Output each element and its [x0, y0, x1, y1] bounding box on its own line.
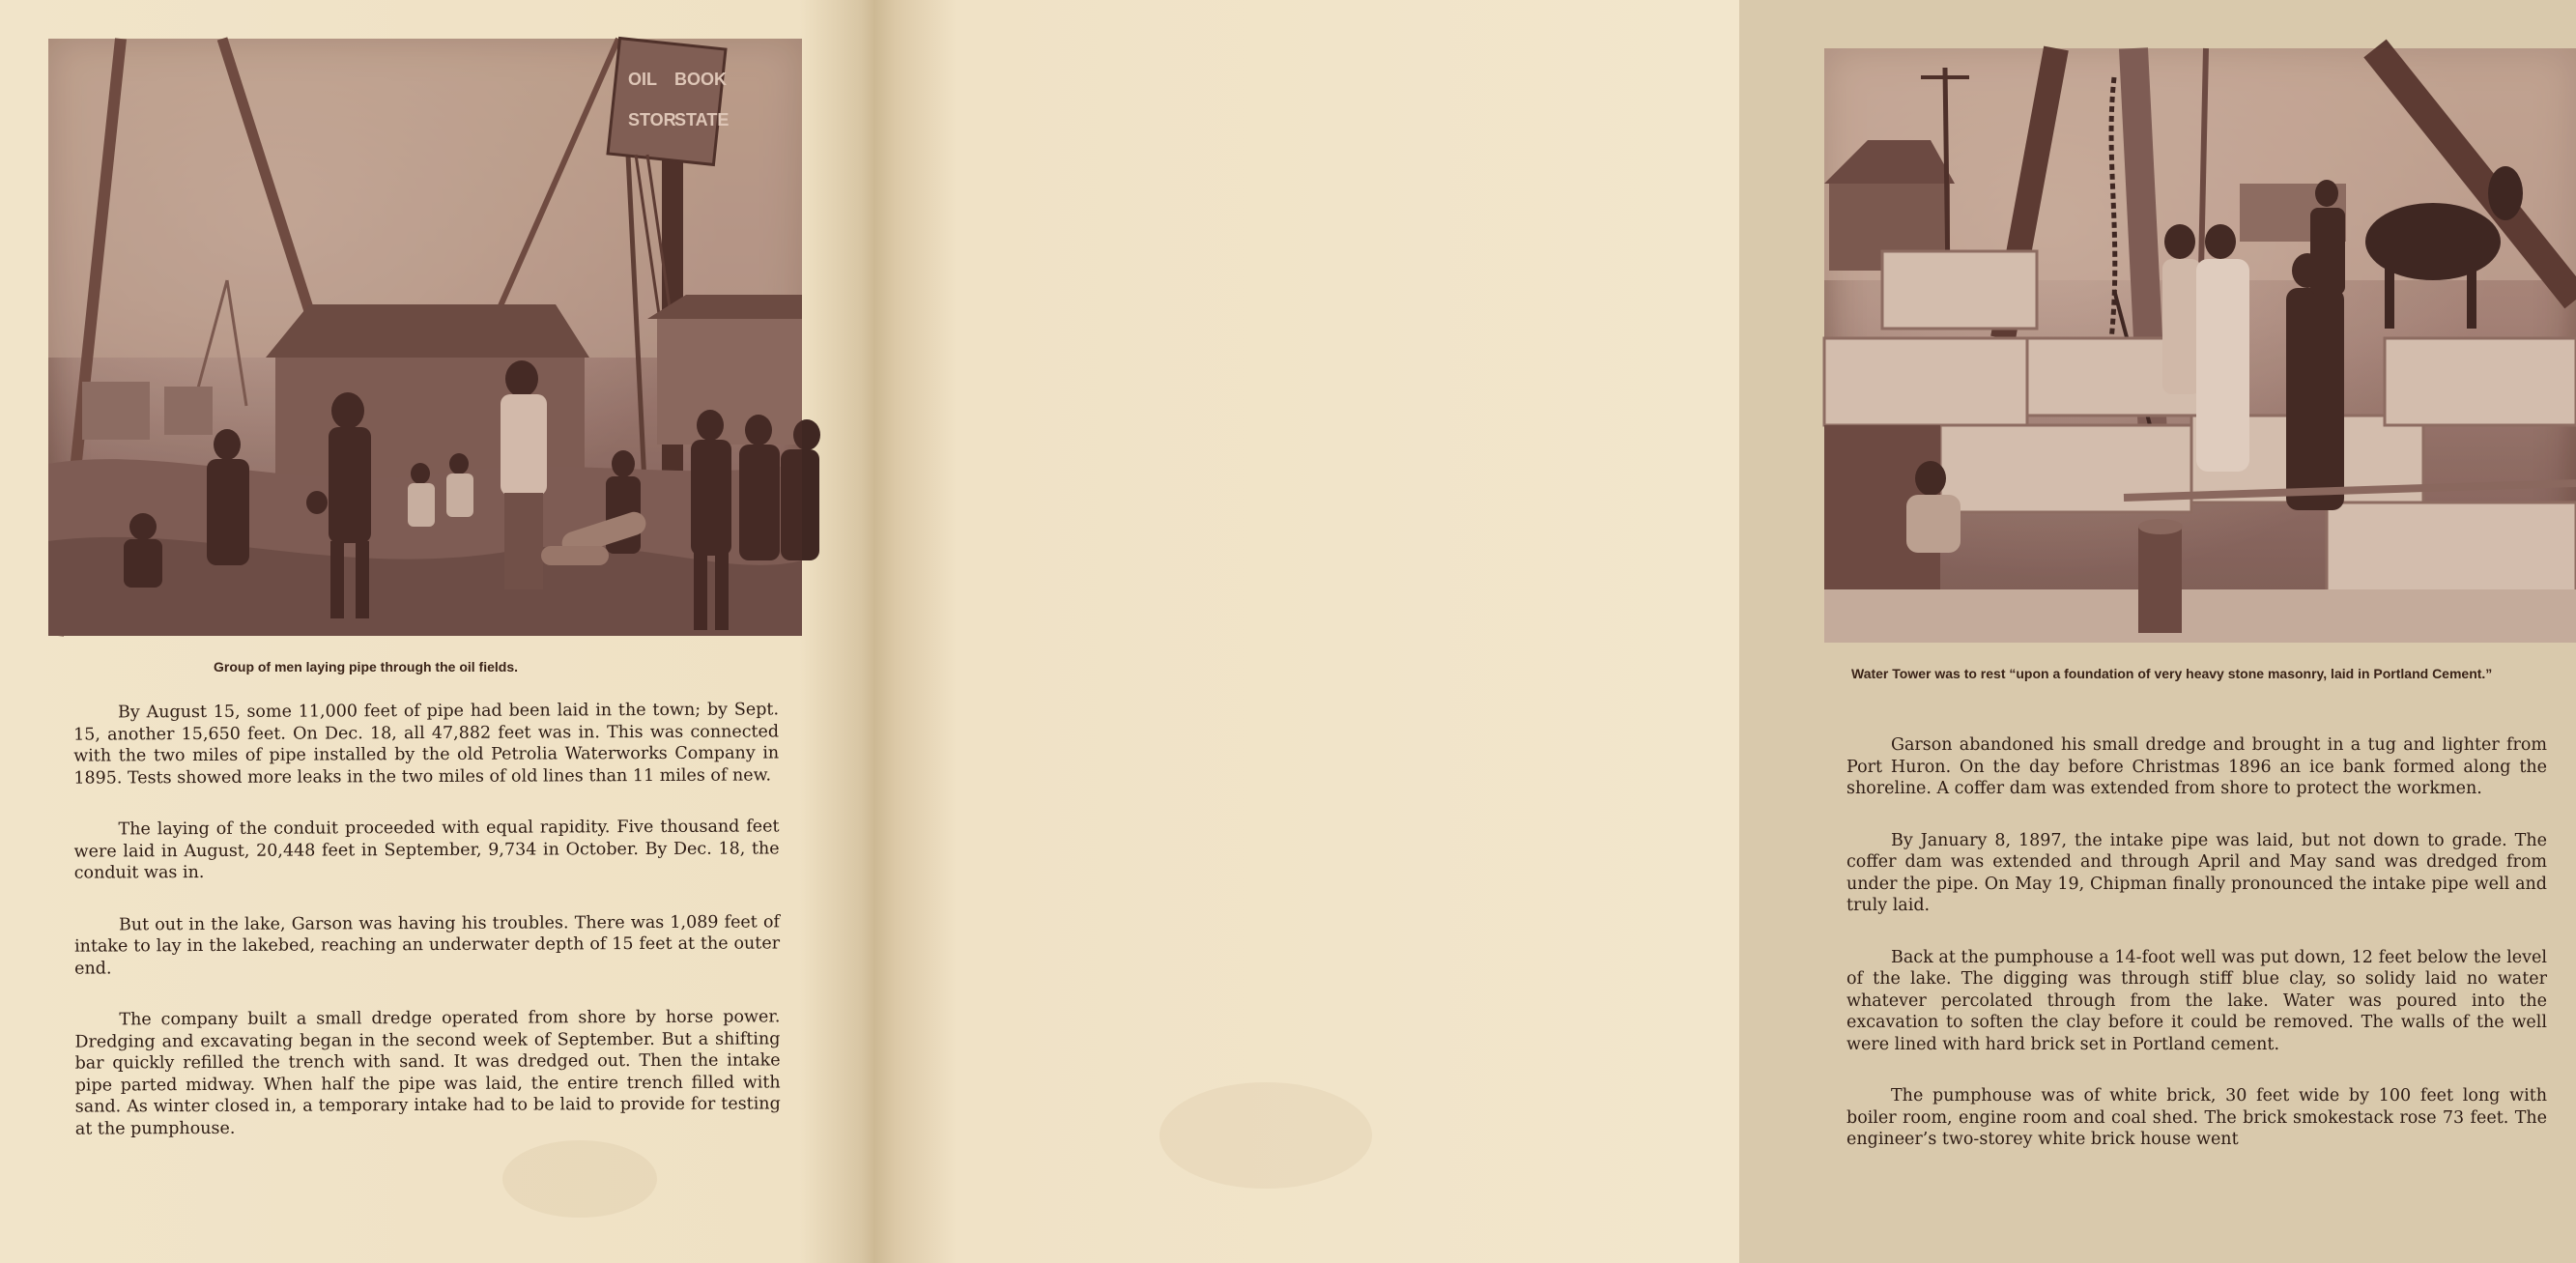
body-text: [73, 699, 781, 1169]
photo-caption: Group of men laying pipe through the oil fields.: [214, 659, 518, 675]
paragraph: But out in the lake, Garson was having his troubles. There was 1,089 feet of intake to lay in the lakebed, reaching an underwater depth of 15 feet at the outer end.: [74, 911, 781, 979]
photo-caption: Water Tower was to rest “upon a foundation of very heavy stone masonry, laid in Portland Cement.”: [1851, 666, 2493, 681]
photo-illustration: [48, 39, 802, 636]
oil-field-pipe-laying-photo: [48, 39, 802, 636]
water-tower-foundation-photo: [1824, 48, 2576, 643]
paragraph: By August 15, some 11,000 feet of pipe had been laid in the town; by Sept. 15, another 15,650 feet. On Dec. 18, all 47,882 feet was in. This was connected with the two miles of pipe installed by the old Petrolia Waterworks Company in 1895. Tests showed more leaks in the two miles of old lines than 11 miles of new.: [73, 700, 780, 789]
body-text: [1846, 734, 2547, 1181]
photo-illustration: [1824, 48, 2576, 643]
sign-text-4: STATE: [674, 110, 730, 129]
paragraph: The pumphouse was of white brick, 30 feet wide by 100 feet long with boiler room, engine room and coal shed. The brick smokestack rose 73 feet. The engineer’s two-storey white brick house went: [1846, 1086, 2547, 1149]
sign-text-1: OIL: [628, 70, 657, 89]
sign-text-3: STOR: [628, 110, 676, 129]
left-page: [0, 0, 870, 1263]
paragraph: The company built a small dredge operated from shore by horse power. Dredging and excavating began in the second week of September. But a shifting bar quickly refilled the trench with sand. It was dredged out. Then the intake pipe parted midway. When half the pipe was laid, the entire trench filled with sand. As winter closed in, a temporary intake had to be laid to provide for testing at the pumphouse.: [74, 1007, 781, 1139]
paragraph: The laying of the conduit proceeded with equal rapidity. Five thousand feet were laid in August, 20,448 feet in September, 9,734 in October. By Dec. 18, the conduit was in.: [73, 817, 780, 883]
paragraph: By January 8, 1897, the intake pipe was laid, but not down to grade. The coffer dam was extended and through April and May sand was dredged from under the pipe. On May 19, Chipman finally pronounced the intake pipe well and truly laid.: [1846, 830, 2547, 915]
paragraph: Garson abandoned his small dredge and brought in a tug and lighter from Port Huron. On the day before Christmas 1896 an ice bank formed along the shoreline. A coffer dam was extended from shore to protect the workmen.: [1846, 735, 2547, 798]
paragraph: Back at the pumphouse a 14-foot well was put down, 12 feet below the level of the lake. The digging was through stiff blue clay, so solidy laid no water whatever percolated through from the lake. Water was poured into the excavation to soften the clay before it could be removed. The walls of the well were lined with hard brick set in Portland cement.: [1846, 947, 2547, 1054]
right-page: [870, 0, 2547, 1263]
sign-text-2: BOOK: [674, 70, 727, 89]
